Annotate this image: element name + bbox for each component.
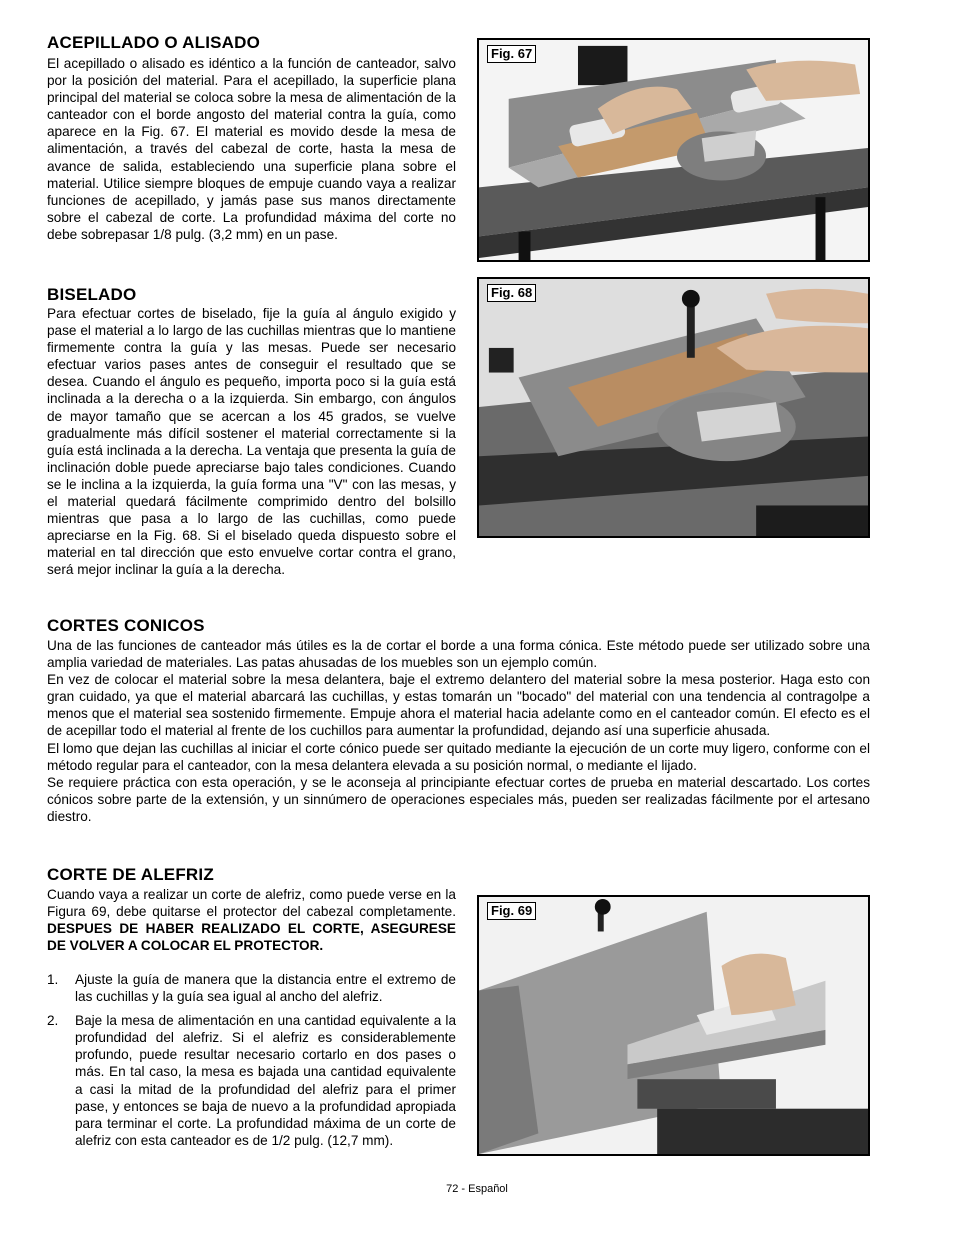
step-number: 2. bbox=[47, 1013, 59, 1029]
conicos-paragraph: Se requiere práctica con esta operación, y se le aconseja al principiante efectuar cortes de prueba en material descartado. Los cortes cónicos sobre parte de la extensión, y un sinnúmero de operaciones especiales más, pueden ser realizadas fácilmente por el artesano diestro. bbox=[47, 774, 870, 824]
section-title-acepillado: ACEPILLADO O ALISADO bbox=[47, 33, 261, 52]
section-body-alefriz bbox=[47, 886, 456, 954]
section-body-biselado: Para efectuar cortes de biselado, fije la guía al ángulo exigido y pase el material a lo largo de las cuchillas mientras que lo mantiene firmemente contra la guía y las mesas. Puede ser necesario efectuar varios pases antes de conseguir el resultado que se desea. Cuando el ángulo es pequeño, importa poco si la guía está inclinada a la derecha o a la izquierda. Sin embargo, con ángulos de mayor tamaño que se acercan a los 45 grados, se vuelve gradualmente más difícil sostener el material correctamente si la guía está inclinada a la derecha. La ventaja que presenta la guía de inclinación doble puede apreciarse bajo tales condiciones. Cuando se le inclina a la izquierda, la guía forma una "V" con las mesas, y el material quedará fácilmente comprimido dentro del bolsillo mientras que pasa a lo largo de las cuchillas, como puede apreciarse en la Fig. 68. Si el biselado queda dispuesto sobre el material en tal dirección que esto envuelve cortar contra el grano, será mejor inclinar la guía a la derecha. bbox=[47, 306, 456, 578]
figure-69 bbox=[477, 895, 870, 1156]
alefriz-intro: Cuando vaya a realizar un corte de alefriz, como puede verse en la Figura 69, debe quitarse el protector del cabezal completamente. bbox=[47, 887, 456, 920]
figure-67 bbox=[477, 38, 870, 262]
figure-label: Fig. 69 bbox=[487, 902, 536, 920]
step-number: 1. bbox=[47, 972, 59, 987]
page-footer: 72 - Español bbox=[446, 1183, 508, 1195]
jointer-bevel-photo bbox=[479, 279, 868, 536]
jointer-rabbet-photo bbox=[479, 897, 868, 1154]
figure-label: Fig. 68 bbox=[487, 284, 536, 302]
section-title-alefriz: CORTE DE ALEFRIZ bbox=[47, 865, 214, 884]
list-item bbox=[47, 971, 456, 1005]
step-text: Ajuste la guía de manera que la distancia entre el extremo de las cuchillas y la guía sea igual al ancho del alefriz. bbox=[75, 972, 456, 1005]
step-text: Baje la mesa de alimentación en una cantidad equivalente a la profundidad del alefriz. Si el alefriz es considerablemente profundo, puede resultar necesario cortarlo en dos pases o más. En tal caso, la mesa es bajada una cantidad equivalente a casi la mitad de la profundidad del alefriz para el primer pase, y entonces se baja de nuevo a la profundidad apropiada para terminar el corte. La profundidad máxima de un corte de alefriz con esta canteador es de 1/2 pulg. (12,7 mm). bbox=[75, 1013, 456, 1148]
section-title-biselado: BISELADO bbox=[47, 285, 137, 304]
jointer-planing-photo bbox=[479, 40, 868, 260]
conicos-paragraph: El lomo que dejan las cuchillas al iniciar el corte cónico puede ser quitado mediante la ejecución de un corte muy ligero, conforme con el método regular para el canteador, con la mesa delantera elevada a su posición normal, o mediante el lijado. bbox=[47, 740, 870, 773]
section-body-conicos bbox=[47, 637, 870, 825]
figure-68 bbox=[477, 277, 870, 538]
list-item bbox=[47, 1012, 456, 1149]
section-title-conicos: CORTES CONICOS bbox=[47, 616, 205, 635]
figure-label: Fig. 67 bbox=[487, 45, 536, 63]
conicos-paragraph: Una de las funciones de canteador más útiles es la de cortar el borde a una forma cónica. Este método puede ser utilizado sobre una amplia variedad de materiales. Las patas ahusadas de los muebles son un ejemplo común. bbox=[47, 638, 870, 671]
section-body-acepillado: El acepillado o alisado es idéntico a la función de canteador, salvo por la posición del material. Para el acepillado, la superficie plana principal del material se coloca sobre la mesa de alimentación de la canteador con el borde angosto del material contra la guía, como aparece en la Fig. 67. El material es movido desde la mesa de alimentación, a través del cabezal de corte, hasta la mesa de avance de salida, estableciendo una superficie plana sobre el material. Utilice siempre bloques de empuje cuando vaya a realizar funciones de acepillado, y jamás pase sus manos directamente sobre el cabezal de corte. La profundidad máxima del corte no debe sobrepasar 1/8 pulg. (3,2 mm) en un pase. bbox=[47, 56, 456, 242]
conicos-paragraph: En vez de colocar el material sobre la mesa delantera, baje el extremo delantero del material sobre la mesa posterior. Haga esto con gran cuidado, ya que el material abarcará las cuchillas, y estas tomarán un "bocado" del material con una tendencia al contragolpe a menos que el material sea sostenido firmemente. Empuje ahora el material hacia adelante como en el canteador común. El efecto es el de acepillar todo el material al frente de los cuchillos para aumentar la profundidad, dejando así una superficie ahusada. bbox=[47, 672, 870, 739]
alefriz-warning: DESPUES DE HABER REALIZADO EL CORTE, ASEGURESE DE VOLVER A COLOCAR EL PROTECTOR. bbox=[47, 921, 456, 954]
alefriz-steps bbox=[47, 971, 456, 1149]
